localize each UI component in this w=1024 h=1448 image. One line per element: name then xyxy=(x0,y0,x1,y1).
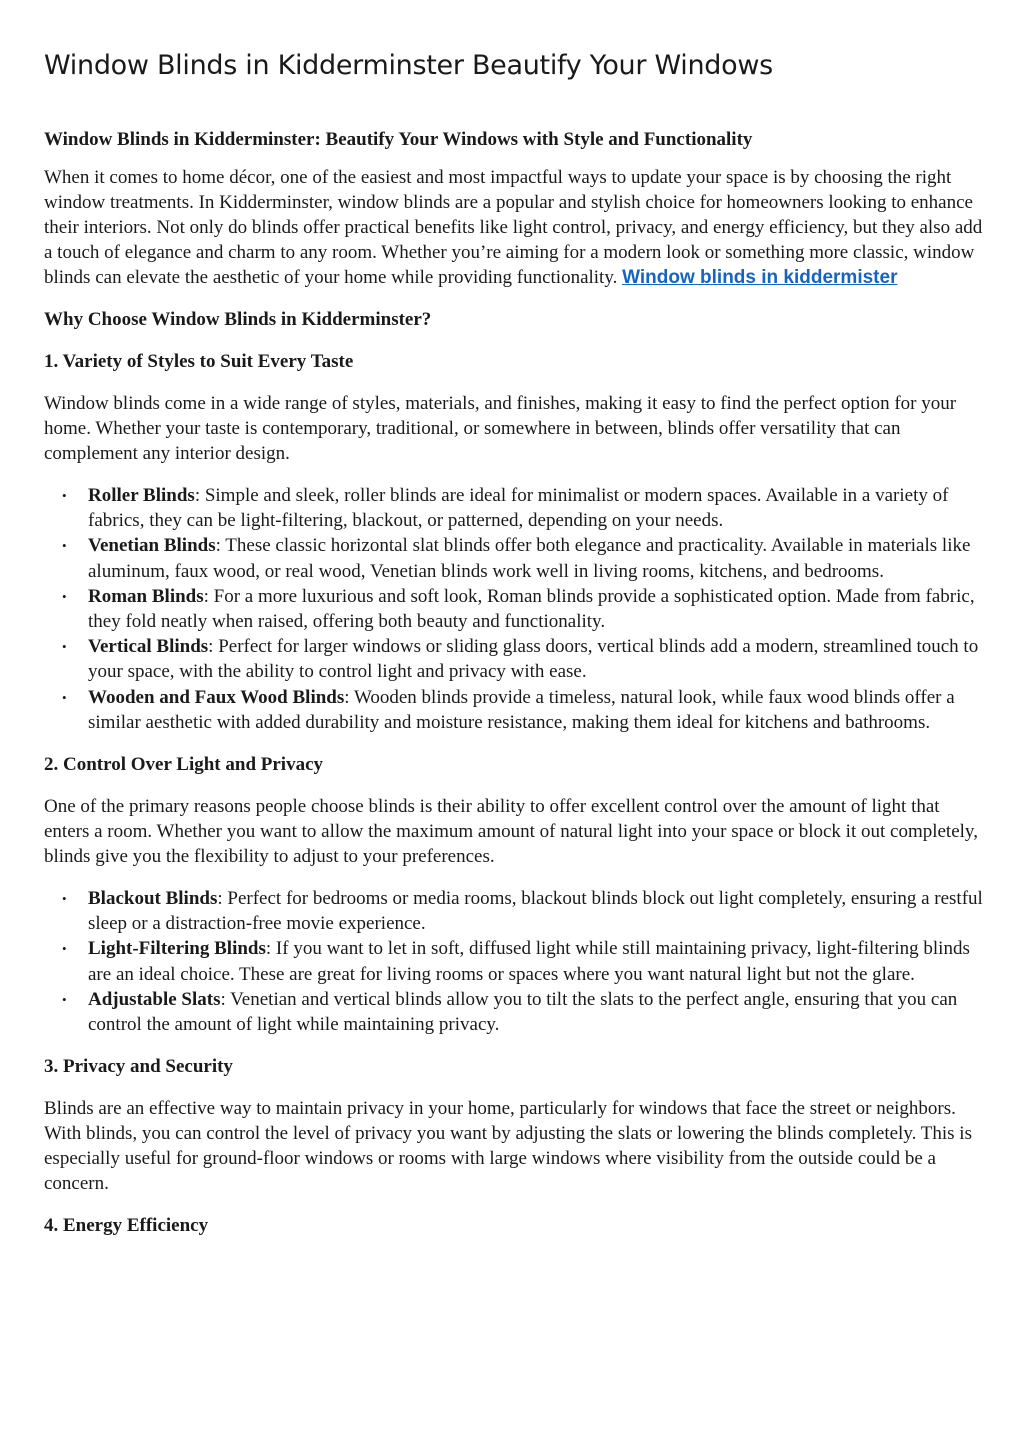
list-item xyxy=(44,584,984,634)
document-title: Window Blinds in Kidderminster Beautify Your Windows xyxy=(44,50,773,81)
bullet-icon: • xyxy=(62,991,67,1007)
bullet-icon: • xyxy=(62,488,67,503)
section-variety-heading: 1. Variety of Styles to Suit Every Taste xyxy=(44,351,354,372)
list-item-term: Light-Filtering Blinds xyxy=(88,938,266,960)
list-item-desc: : Venetian and vertical blinds allow you to tilt the slats to the perfect angle, ensuring that you can control the amount of light while maintaining privacy. xyxy=(88,988,958,1036)
section-variety-text: Window blinds come in a wide range of styles, materials, and finishes, making it easy to find the perfect option for your home. Whether your taste is contemporary, traditional, or somewhere in between, blinds offer versatility that can complement any interior design. xyxy=(44,393,957,464)
section-light-text: One of the primary reasons people choose blinds is their ability to offer excellent control over the amount of light that enters a room. Whether you want to allow the maximum amount of natural light into your space or block it out completely, blinds give you the flexibility to adjust to your preferences. xyxy=(44,796,978,868)
why-heading: Why Choose Window Blinds in Kidderminster? xyxy=(44,309,432,330)
list-item-desc: : These classic horizontal slat blinds offer both elegance and practicality. Available in materials like aluminum, faux wood, or real wood, Venetian blinds work well in living rooms, kitchens, and bedrooms. xyxy=(88,535,971,582)
intro-paragraph xyxy=(44,165,984,290)
section-light-heading: 2. Control Over Light and Privacy xyxy=(44,754,324,776)
document-page xyxy=(44,0,984,1238)
light-list xyxy=(44,886,984,1037)
section-privacy-heading: 3. Privacy and Security xyxy=(44,1056,233,1078)
bullet-icon: • xyxy=(62,588,67,604)
list-item-term: Roller Blinds xyxy=(88,485,195,506)
list-item-term: Roman Blinds xyxy=(88,585,204,607)
list-item-desc: : Wooden blinds provide a timeless, natural look, while faux wood blinds offer a similar aesthetic with added durability and moisture resistance, making them ideal for kitchens and bathrooms. xyxy=(88,686,955,733)
section-energy-heading: 4. Energy Efficiency xyxy=(44,1215,209,1237)
list-item-term: Vertical Blinds xyxy=(88,636,209,658)
list-item xyxy=(44,936,984,986)
list-item xyxy=(44,886,984,936)
list-item-term: Blackout Blinds xyxy=(88,888,218,910)
bullet-icon: • xyxy=(62,639,67,655)
list-item-desc: : If you want to let in soft, diffused light while still maintaining privacy, light-filtering blinds are an ideal choice. These are great for living rooms or spaces where you want natural light but not the glare. xyxy=(88,938,970,985)
list-item-term: Wooden and Faux Wood Blinds xyxy=(88,686,345,708)
list-item-term: Adjustable Slats xyxy=(88,988,221,1010)
list-item xyxy=(44,987,984,1037)
window-blinds-link[interactable]: Window blinds in kiddermister xyxy=(622,267,898,288)
list-item xyxy=(44,634,984,684)
list-item-desc: : Simple and sleek, roller blinds are ideal for minimalist or modern spaces. Available in a variety of fabrics, they can be light-filtering, blackout, or patterned, depending on your needs. xyxy=(88,485,949,532)
list-item-term: Venetian Blinds xyxy=(88,535,216,557)
bullet-icon: • xyxy=(62,891,67,907)
variety-list xyxy=(44,483,984,735)
list-item-desc: : For a more luxurious and soft look, Roman blinds provide a sophisticated option. Made from fabric, they fold neatly when raised, offering both beauty and functionality. xyxy=(88,585,975,633)
bullet-icon: • xyxy=(62,689,67,705)
section-privacy-text: Blinds are an effective way to maintain privacy in your home, particularly for windows that face the street or neighbors. With blinds, you can control the level of privacy you want by adjusting the slats or lowering the blinds completely. This is especially useful for ground-floor windows or rooms with large windows where visibility from the outside could be a concern. xyxy=(44,1098,972,1195)
list-item xyxy=(44,483,984,533)
intro-text: When it comes to home décor, one of the easiest and most impactful ways to update your space is by choosing the right window treatments. In Kidderminster, window blinds are a popular and stylish choice for homeowners looking to enhance their interiors. Not only do blinds offer practical benefits like light control, privacy, and energy efficiency, but they also add a touch of elegance and charm to any room. Whether you’re aiming for a modern look or something more classic, window blinds can elevate the aesthetic of your home while providing functionality. xyxy=(44,167,983,288)
list-item-desc: : Perfect for bedrooms or media rooms, blackout blinds block out light completely, ensuring a restful sleep or a distraction-free movie experience. xyxy=(88,888,983,935)
list-item xyxy=(44,533,984,583)
bullet-icon: • xyxy=(62,538,67,554)
bullet-icon: • xyxy=(62,941,67,957)
article-heading: Window Blinds in Kidderminster: Beautify Your Windows with Style and Functionality xyxy=(44,129,753,150)
list-item xyxy=(44,685,984,735)
list-item-desc: : Perfect for larger windows or sliding glass doors, vertical blinds add a modern, streamlined touch to your space, with the ability to control light and privacy with ease. xyxy=(88,636,979,683)
